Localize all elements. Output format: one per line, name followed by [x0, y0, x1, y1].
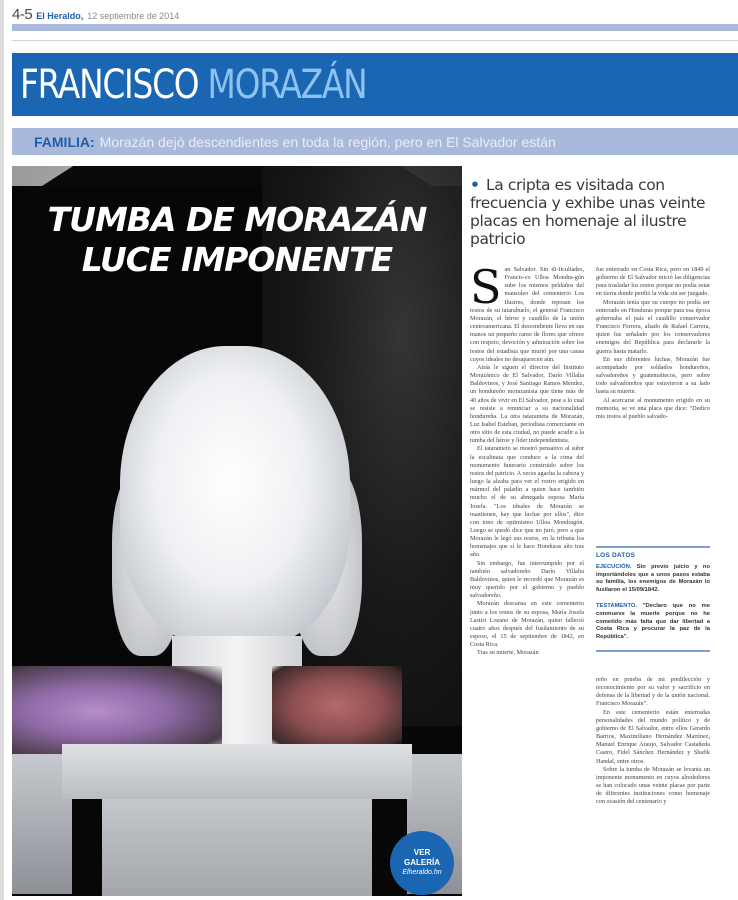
newspaper-name: El Heraldo,: [36, 11, 84, 21]
paragraph-text: an Salvador. Sin di-ficultades, Francis-co Ulloa Mondra-gón sube los mismos peldaños del mausoleo del cementerio Los Ilustres, donde reposan los restos de su tatarabuelo, el general Francisco Morazán, el héroe y caudillo de la unión centroamericana. El descendiente lleva en sus manos un pequeño ramo de flores que ofrece con respeto, devoción y admiración sobre los restos del estadista que murió por una causa cuyos ideales no desaparecen aún.: [470, 266, 584, 363]
fact-item: [596, 564, 710, 594]
folio-divider: [12, 40, 738, 41]
gallery-badge-line2: GALERÍA: [404, 858, 440, 867]
fact-text: Sin previo juicio y no importándoles que a unos pasos estaba su familia, los enemigos de Morazán lo fusilaron el 15/09/1842.: [596, 564, 710, 593]
headline-line2: LUCE IMPONENTE: [81, 240, 393, 279]
article-paragraph: Morazán descansa en este cementerio junto a los restos de su esposa, María Josefa Lastiri Lozano de Morazán, quien falleció cuatro años después del fusilamiento de su esposo, el 15 de septiembre de 1842, en Costa Rica.: [470, 600, 584, 649]
page-gutter: [0, 0, 4, 900]
section-banner: [12, 53, 738, 116]
article-paragraph: Al acercarse al monumento erigido en su memoria, se ve una placa que dice: "Dedico mis restos al pueblo salvado-: [596, 396, 710, 420]
purple-flowers: [12, 666, 222, 756]
article-paragraph: Atrás le siguen el director del Instituto Morazánico de El Salvador, Darío Villalta Baldovinos, y José Santiago Ramos Méndez, un hondureño morazanista que tiene más de 40 años de vivir en El Salvador, pese a lo cual se resiste a renunciar a su nacionalidad hondureña. La otra tataranieta de Morazán, Luz Isabel Esteban, periodista comerciante en otro sitio de esta ciudad, no puede acudir a la tumba del héroe y líder independentista.: [470, 363, 584, 445]
bullet-icon: •: [470, 176, 480, 194]
pedestal-base: [102, 799, 372, 896]
article-paragraph: Sin embargo, fue interrumpido por el también salvadoreño Darío Villalta Baldovinos, quien le recordó que Morazán es muy querido por el gobierno y pueblo salvadoreño.: [470, 559, 584, 600]
fact-key: TESTAMENTO.: [596, 603, 638, 610]
headline-line1: TUMBA DE MORAZÁN: [47, 200, 427, 239]
article-paragraph: En este cementerio están enterradas personalidades del mundo político y de gobierno de El Salvador, entre ellos Gerardo Barrios, Maximiliano Hernández Martínez, Manuel Enrique Araujo, Salvador Castañeda Castro, Fidel Sánchez Hernández y Shafik Handal, entre otros.: [596, 708, 710, 765]
page-numbers: 4-5: [12, 6, 33, 23]
pedestal-capital: [62, 744, 412, 799]
article-column-2: [596, 266, 710, 544]
lead-photo: [12, 166, 462, 896]
facts-bottom-rule: [596, 650, 710, 652]
article-paragraph: Morazán tenía que su cuerpo no podía ser enterrado en Honduras porque para esa época gobernaba el país el caudillo conservador Francisco Ferrera, aliado de Rafael Carrera, quien fue señalado por los conservadores enemigos del República para declararle la guerra hasta matarlo.: [596, 298, 710, 355]
fact-text: "Declaro que no me conmueve la muerte porque no he cometido más falta que dar libertad a Costa Rica y procurar la paz de la República".: [596, 603, 710, 640]
section-title-word2: MORAZÁN: [207, 61, 367, 108]
facts-top-rule: [596, 546, 710, 548]
gallery-badge-line1: VER: [413, 848, 431, 857]
section-title: [20, 62, 366, 108]
article-paragraph: reño en prueba de mi predilección y reconocimiento por su valor y sacrificio en defensa de la libertad y de la unión nacional. Francisco Morazán".: [596, 676, 710, 708]
publication-date: 12 septiembre de 2014: [87, 11, 180, 21]
subheadline-text: La cripta es visitada con frecuencia y exhibe unas veinte placas en homenaje al ilustre patricio: [470, 176, 706, 248]
fact-item: [596, 603, 710, 641]
folio: [12, 6, 179, 23]
facts-box: [596, 546, 710, 652]
article-column-3: [596, 676, 710, 900]
headline: [22, 200, 452, 280]
article-paragraph: [470, 266, 584, 364]
kicker-label: FAMILIA:: [34, 133, 95, 150]
kicker-strip: [12, 128, 738, 155]
red-flowers: [272, 666, 402, 746]
kicker-text: Morazán dejó descendientes en toda la región, pero en El Salvador están: [99, 133, 556, 150]
article-paragraph: fue enterrado en Costa Rica, pero en 1849 el gobierno de El Salvador inició las diligencias para trasladar los restos porque no podía estar en tierra donde perdió la vida sin ser juzgado.: [596, 266, 710, 298]
article-paragraph: En sus diferentes luchas, Morazán fue acompañado por soldados hondureños, salvadoreños y guatemaltecos, pero sobre todo salvadoreños que estuvieron a su lado hasta su muerte.: [596, 355, 710, 396]
article-paragraph: Sobre la tumba de Morazán se levanta un imponente monumento en cuyos alrededores se han colocado unas veinte placas por parte de diferentes instituciones como homenaje con ocasión del centenario y: [596, 765, 710, 806]
facts-title: LOS DATOS: [596, 552, 636, 559]
article-paragraph: Tras su muerte, Morazán: [477, 649, 539, 657]
folio-bar: [12, 24, 738, 31]
article-paragraph: El tataranieto se mostró pensativo al subir la escalinata que conduce a la cima del monumento funerario construido sobre los restos del patricio. A veces agacha la cabeza y luego la alzaba para ver el rostro erigido en mármol del paladín a quien hace también mucho el de su abnegada esposa María Josefa. "Los ideales de Morazán se mantienen, hay que luchar por ellos", dice con tono de optimismo Ulloa Mondragón. Luego se quedó dice que no juró, pero a que Morazán le legó sus restos, en la tribuna los homenajes que sí le hace Honduras año tras año.: [470, 445, 584, 559]
section-title-word1: FRANCISCO: [20, 61, 199, 108]
article-column-1: [470, 266, 584, 900]
gallery-badge-url: Elheraldo.hn: [402, 869, 442, 876]
view-gallery-badge[interactable]: [390, 831, 454, 895]
subheadline: [470, 176, 732, 248]
drop-cap: S: [470, 266, 502, 314]
marble-bust-head: [120, 346, 350, 646]
fact-key: EJECUCIÓN.: [596, 564, 632, 570]
